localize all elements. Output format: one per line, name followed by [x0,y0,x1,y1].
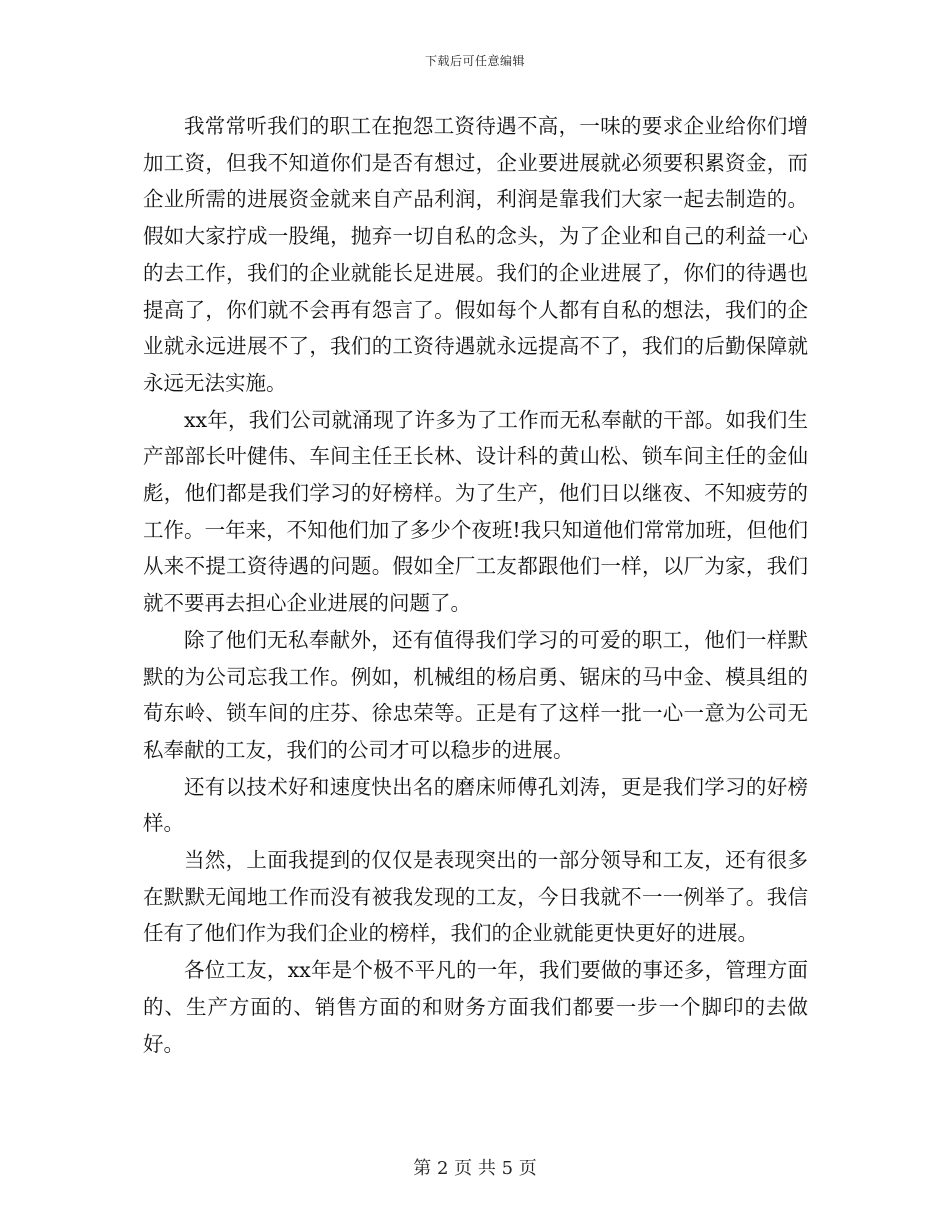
document-body [143,108,808,1062]
paragraph: 除了他们无私奉献外，还有值得我们学习的可爱的职工，他们一样默默的为公司忘我工作。例如，机械组的杨启勇、锯床的马中金、模具组的荀东岭、锁车间的庄芬、徐忠荣等。正是有了这样一批一心一意为公司无私奉献的工友，我们的公司才可以稳步的进展。 [143,627,808,762]
paragraph: 当然，上面我提到的仅仅是表现突出的一部分领导和工友，还有很多在默默无闻地工作而没有被我发现的工友，今日我就不一一例举了。我信任有了他们作为我们企业的榜样，我们的企业就能更快更好的进展。 [143,848,808,946]
paragraph: xx年，我们公司就涌现了许多为了工作而无私奉献的干部。如我们生产部部长叶健伟、车间主任王长林、设计科的黄山松、锁车间主任的金仙彪，他们都是我们学习的好榜样。为了生产，他们日以继夜、不知疲劳的工作。一年来，不知他们加了多少个夜班!我只知道他们常常加班，但他们从来不提工资待遇的问题。假如全厂工友都跟他们一样，以厂为家，我们就不要再去担心企业进展的问题了。 [143,407,808,616]
paragraph: 各位工友，xx年是个极不平凡的一年，我们要做的事还多，管理方面的、生产方面的、销售方面的和财务方面我们都要一步一个脚印的去做好。 [143,958,808,1056]
page-number: 第 2 页 共 5 页 [413,1158,537,1179]
paragraph: 我常常听我们的职工在抱怨工资待遇不高，一味的要求企业给你们增加工资，但我不知道你们是否有想过，企业要进展就必须要积累资金，而企业所需的进展资金就来自产品利润，利润是靠我们大家一起去制造的。假如大家拧成一股绳，抛弃一切自私的念头，为了企业和自己的利益一心的去工作，我们的企业就能长足进展。我们的企业进展了，你们的待遇也提高了，你们就不会再有怨言了。假如每个人都有自私的想法，我们的企业就永远进展不了，我们的工资待遇就永远提高不了，我们的后勤保障就永远无法实施。 [143,114,808,395]
paragraph: 还有以技术好和速度快出名的磨床师傅孔刘涛，更是我们学习的好榜样。 [143,774,808,836]
page-header-note: 下载后可任意编辑 [424,54,525,68]
